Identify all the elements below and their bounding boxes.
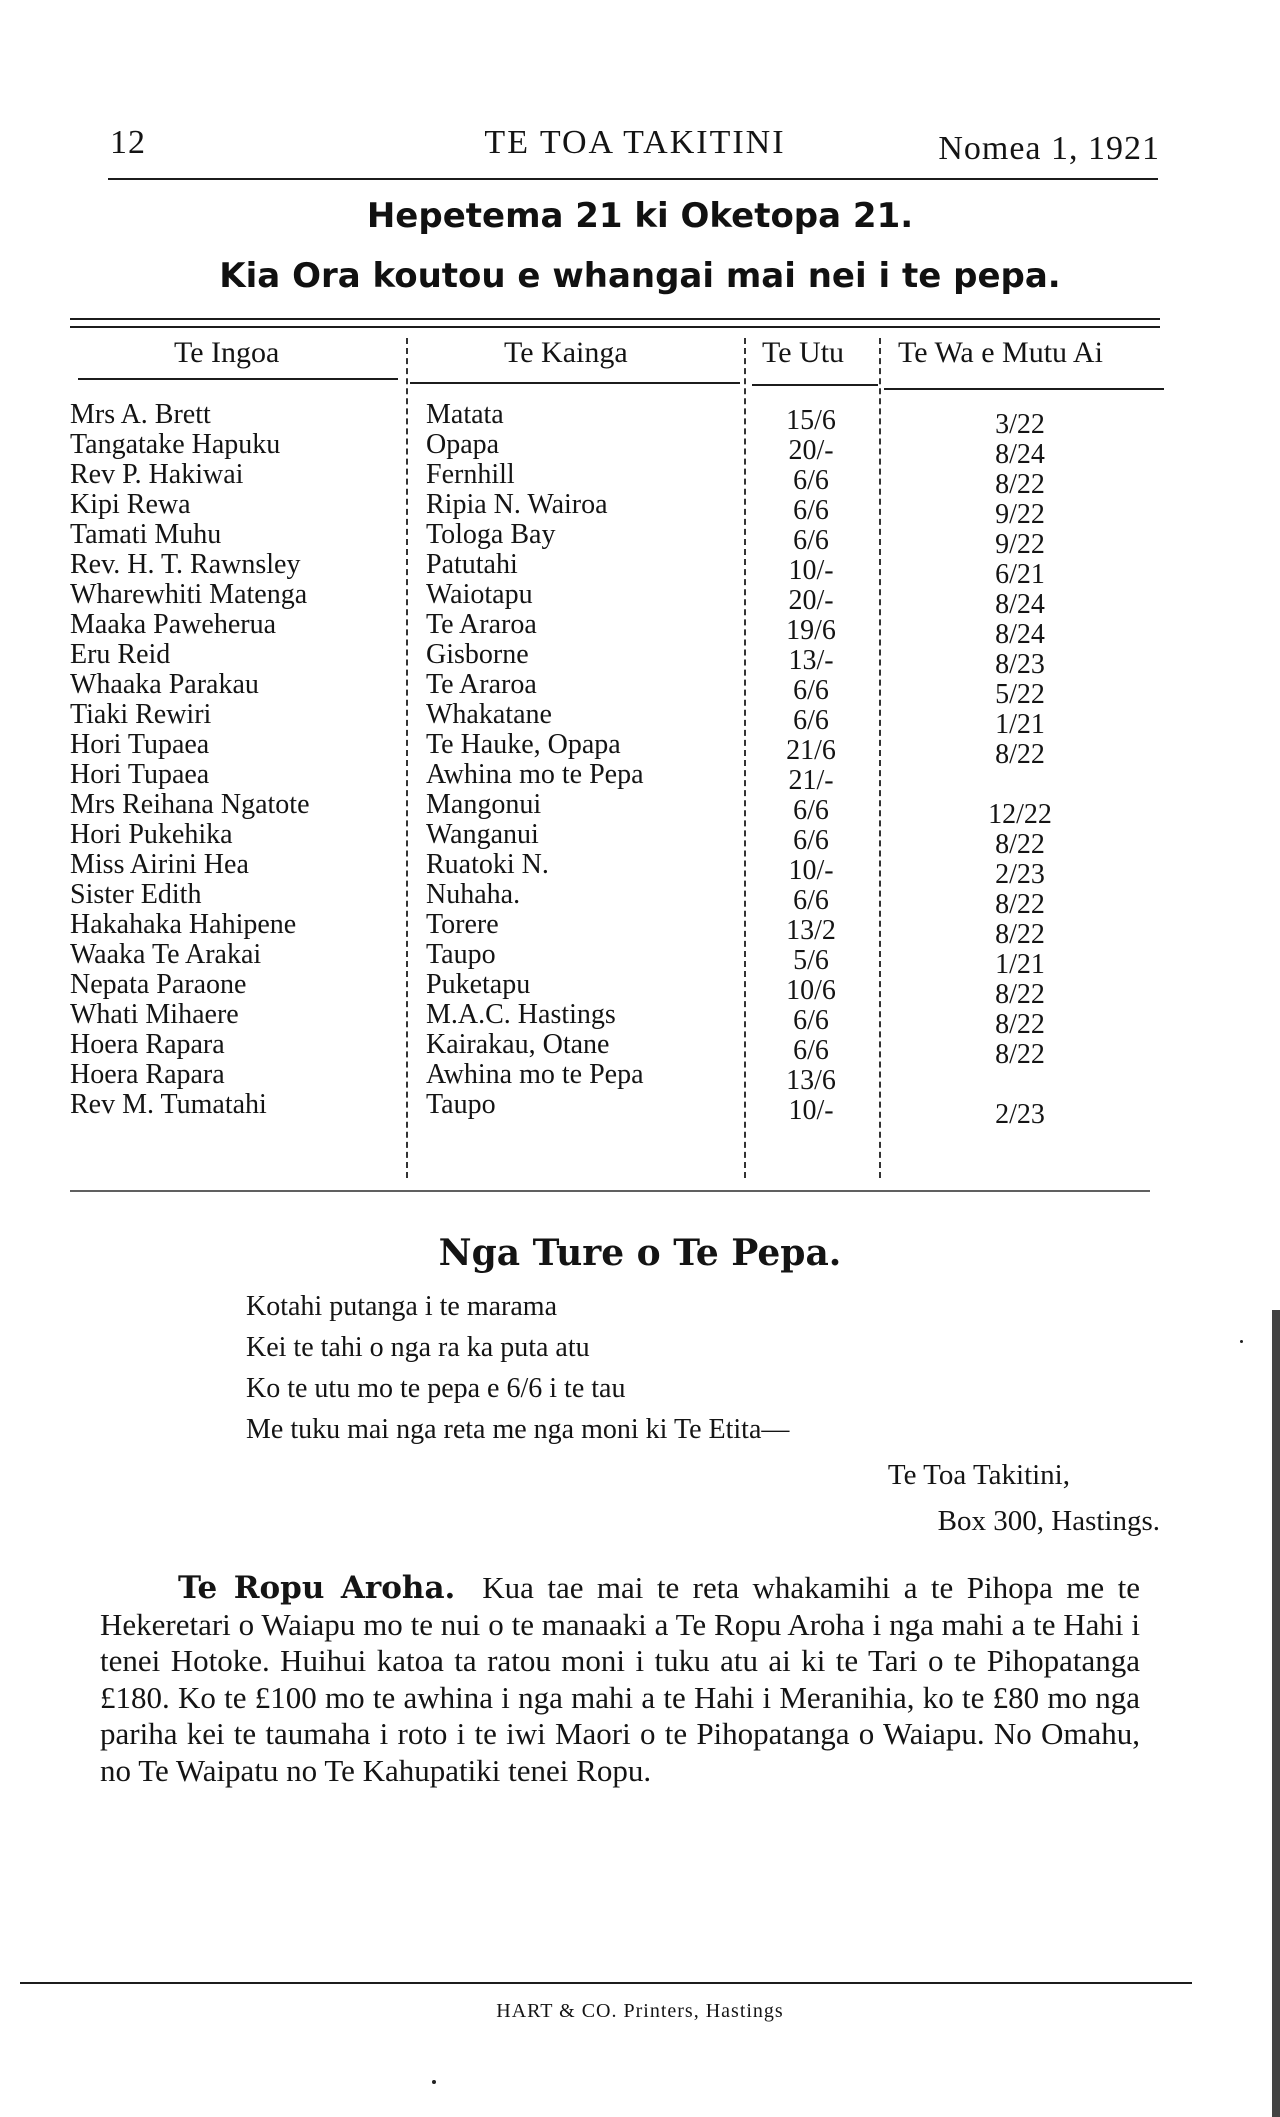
rules-section-title: Nga Ture o Te Pepa. <box>438 1232 842 1274</box>
page-header <box>110 124 1160 174</box>
issue-date: Nomea 1, 1921 <box>938 130 1160 167</box>
table-cell-price: 13/6 <box>786 1065 836 1096</box>
column-divider-1 <box>406 338 408 1178</box>
table-cell-expires: 8/22 <box>995 979 1045 1010</box>
rule-line: Kotahi putanga i te marama <box>246 1291 557 1322</box>
table-cell-place: Kairakau, Otane <box>426 1029 610 1060</box>
name-column <box>70 400 400 1120</box>
table-cell-name: Rev M. Tumatahi <box>70 1089 267 1120</box>
ropu-aroha-title: Te Ropu Aroha. <box>178 1570 456 1606</box>
table-cell-expires: 8/24 <box>995 439 1045 470</box>
table-cell-price: 6/6 <box>793 705 829 736</box>
table-cell-name: Hakahaka Hahipene <box>70 909 297 940</box>
table-cell-price: 15/6 <box>786 405 836 436</box>
table-cell-expires <box>880 1070 1160 1100</box>
table-cell-price: 6/6 <box>793 795 829 826</box>
col-header-name: Te Ingoa <box>174 336 280 369</box>
table-cell-place: Nuhaha. <box>426 879 521 910</box>
table-cell-expires: 8/24 <box>995 589 1045 620</box>
table-cell-name: Nepata Paraone <box>70 969 247 1000</box>
table-cell-name: Tiaki Rewiri <box>70 699 212 730</box>
rules-list <box>246 1286 789 1450</box>
table-cell-expires: 8/22 <box>995 829 1045 860</box>
table-cell-expires: 8/23 <box>995 649 1045 680</box>
table-cell-name: Hori Tupaea <box>70 759 210 790</box>
table-cell-place: Taupo <box>426 1089 496 1120</box>
table-cell-name: Hori Pukehika <box>70 819 233 850</box>
header-underline-2 <box>410 382 740 384</box>
table-cell-expires: 8/22 <box>995 469 1045 500</box>
scan-edge-shadow <box>1272 1310 1280 2117</box>
table-cell-place: Awhina mo te Pepa <box>426 1059 644 1090</box>
table-cell-expires: 6/21 <box>995 559 1045 590</box>
table-cell-price: 21/6 <box>786 735 836 766</box>
table-cell-name: Mrs Reihana Ngatote <box>70 789 310 820</box>
table-cell-place: Wanganui <box>426 819 539 850</box>
ropu-aroha-body: Kua tae mai te reta whakamihi a te Pihopa me te Hekeretari o Waiapu mo te nui o te manaaki a Te Ropu Aroha i nga mahi a te Hahi i tenei Hotoke. Huihui katoa ta ratou moni i tuku atu ai ki te Tari o te Pihopatanga £180. Ko te £100 mo te awhina i nga mahi a te Hahi i Meranihia, ko te £80 mo nga pariha kei te taumaha i roto i te iwi Maori o te Pihopatanga o Waiapu. No Omahu, no Te Waipatu no Te Kahupatiki tenei Ropu. <box>100 1570 1140 1788</box>
col-header-expires: Te Wa e Mutu Ai <box>898 336 1103 369</box>
signature-name: Te Toa Takitini, <box>887 1459 1070 1491</box>
thanks-heading: Kia Ora koutou e whangai mai nei i te pepa. <box>219 256 1061 296</box>
table-cell-expires: 8/22 <box>995 889 1045 920</box>
place-column <box>426 400 746 1120</box>
table-cell-place: Ruatoki N. <box>426 849 549 880</box>
print-speck <box>432 2080 436 2084</box>
table-cell-name: Eru Reid <box>70 639 171 670</box>
expires-column <box>880 400 1160 1130</box>
table-cell-name: Rev P. Hakiwai <box>70 459 244 490</box>
table-cell-price: 10/- <box>788 1095 834 1126</box>
table-cell-price: 6/6 <box>793 525 829 556</box>
table-cell-place: Opapa <box>426 429 500 460</box>
table-cell-expires <box>880 770 1160 800</box>
table-cell-place: Waiotapu <box>426 579 533 610</box>
table-cell-expires: 8/22 <box>995 1009 1045 1040</box>
table-cell-expires: 1/21 <box>995 709 1045 740</box>
printer-imprint: HART & CO. Printers, Hastings <box>496 2000 784 2022</box>
table-cell-name: Tamati Muhu <box>70 519 222 550</box>
table-cell-name: Rev. H. T. Rawnsley <box>70 549 301 580</box>
table-cell-place: M.A.C. Hastings <box>426 999 616 1030</box>
table-cell-price: 10/6 <box>786 975 836 1006</box>
table-cell-place: Te Araroa <box>426 609 537 640</box>
table-cell-name: Hoera Rapara <box>70 1029 225 1060</box>
table-cell-place: Matata <box>426 399 504 430</box>
table-cell-price: 10/- <box>788 555 834 586</box>
table-cell-price: 6/6 <box>793 1005 829 1036</box>
rule-line: Me tuku mai nga reta me nga moni ki Te Etita— <box>246 1414 790 1445</box>
table-cell-name: Tangatake Hapuku <box>70 429 281 460</box>
col-header-place: Te Kainga <box>504 336 628 369</box>
table-cell-place: Whakatane <box>426 699 552 730</box>
rule-line: Ko te utu mo te pepa e 6/6 i te tau <box>246 1373 626 1404</box>
table-cell-name: Sister Edith <box>70 879 202 910</box>
table-cell-price: 6/6 <box>793 1035 829 1066</box>
table-cell-place: Fernhill <box>426 459 515 490</box>
header-rule <box>108 178 1158 180</box>
header-underline-3 <box>752 384 878 386</box>
table-cell-expires: 2/23 <box>995 859 1045 890</box>
table-cell-place: Puketapu <box>426 969 531 1000</box>
table-cell-place: Gisborne <box>426 639 529 670</box>
table-bottom-rule <box>70 1190 1150 1192</box>
table-cell-expires: 12/22 <box>988 799 1052 830</box>
table-cell-price: 20/- <box>788 585 834 616</box>
table-cell-expires: 1/21 <box>995 949 1045 980</box>
table-cell-name: Miss Airini Hea <box>70 849 249 880</box>
table-cell-place: Te Araroa <box>426 669 537 700</box>
table-cell-name: Whati Mihaere <box>70 999 239 1030</box>
table-cell-price: 13/- <box>788 645 834 676</box>
table-cell-price: 6/6 <box>793 825 829 856</box>
table-cell-price: 6/6 <box>793 675 829 706</box>
table-top-rule-2 <box>70 326 1160 328</box>
footer-rule <box>20 1982 1192 1984</box>
table-cell-expires: 8/24 <box>995 619 1045 650</box>
ropu-aroha-paragraph <box>100 1570 1140 1789</box>
table-cell-price: 6/6 <box>793 465 829 496</box>
table-cell-place: Te Hauke, Opapa <box>426 729 621 760</box>
table-cell-price: 6/6 <box>793 885 829 916</box>
period-heading: Hepetema 21 ki Oketopa 21. <box>366 196 914 236</box>
table-cell-name: Maaka Paweherua <box>70 609 277 640</box>
table-cell-expires: 5/22 <box>995 679 1045 710</box>
table-cell-expires: 8/22 <box>995 739 1045 770</box>
table-cell-expires: 9/22 <box>995 499 1045 530</box>
table-cell-name: Kipi Rewa <box>70 489 191 520</box>
table-cell-price: 6/6 <box>793 495 829 526</box>
header-underline-4 <box>884 388 1164 390</box>
table-cell-price: 13/2 <box>786 915 836 946</box>
table-cell-name: Mrs A. Brett <box>70 399 211 430</box>
table-cell-price: 21/- <box>788 765 834 796</box>
price-column <box>752 400 870 1126</box>
col-header-price: Te Utu <box>762 336 845 369</box>
table-cell-expires: 8/22 <box>995 1039 1045 1070</box>
header-underline-1 <box>78 378 398 380</box>
table-cell-place: Ripia N. Wairoa <box>426 489 608 520</box>
table-cell-price: 10/- <box>788 855 834 886</box>
page-number: 12 <box>110 124 146 161</box>
table-cell-expires: 2/23 <box>995 1099 1045 1130</box>
table-cell-place: Taupo <box>426 939 496 970</box>
table-cell-name: Hori Tupaea <box>70 729 210 760</box>
signature-address: Box 300, Hastings. <box>937 1505 1160 1537</box>
table-cell-name: Wharewhiti Matenga <box>70 579 308 610</box>
table-cell-price: 5/6 <box>793 945 829 976</box>
table-cell-expires: 8/22 <box>995 919 1045 950</box>
table-cell-place: Awhina mo te Pepa <box>426 759 644 790</box>
print-speck <box>1240 1340 1243 1343</box>
table-cell-price: 20/- <box>788 435 834 466</box>
table-cell-place: Patutahi <box>426 549 518 580</box>
table-cell-name: Waaka Te Arakai <box>70 939 262 970</box>
rule-line: Kei te tahi o nga ra ka puta atu <box>246 1332 590 1363</box>
table-cell-place: Mangonui <box>426 789 542 820</box>
table-cell-name: Whaaka Parakau <box>70 669 259 700</box>
table-cell-place: Tologa Bay <box>426 519 556 550</box>
table-cell-expires: 9/22 <box>995 529 1045 560</box>
publication-title: TE TOA TAKITINI <box>484 124 786 161</box>
table-cell-price: 19/6 <box>786 615 836 646</box>
table-cell-place: Torere <box>426 909 499 940</box>
table-cell-name: Hoera Rapara <box>70 1059 225 1090</box>
table-cell-expires: 3/22 <box>995 409 1045 440</box>
table-top-rule <box>70 318 1160 320</box>
